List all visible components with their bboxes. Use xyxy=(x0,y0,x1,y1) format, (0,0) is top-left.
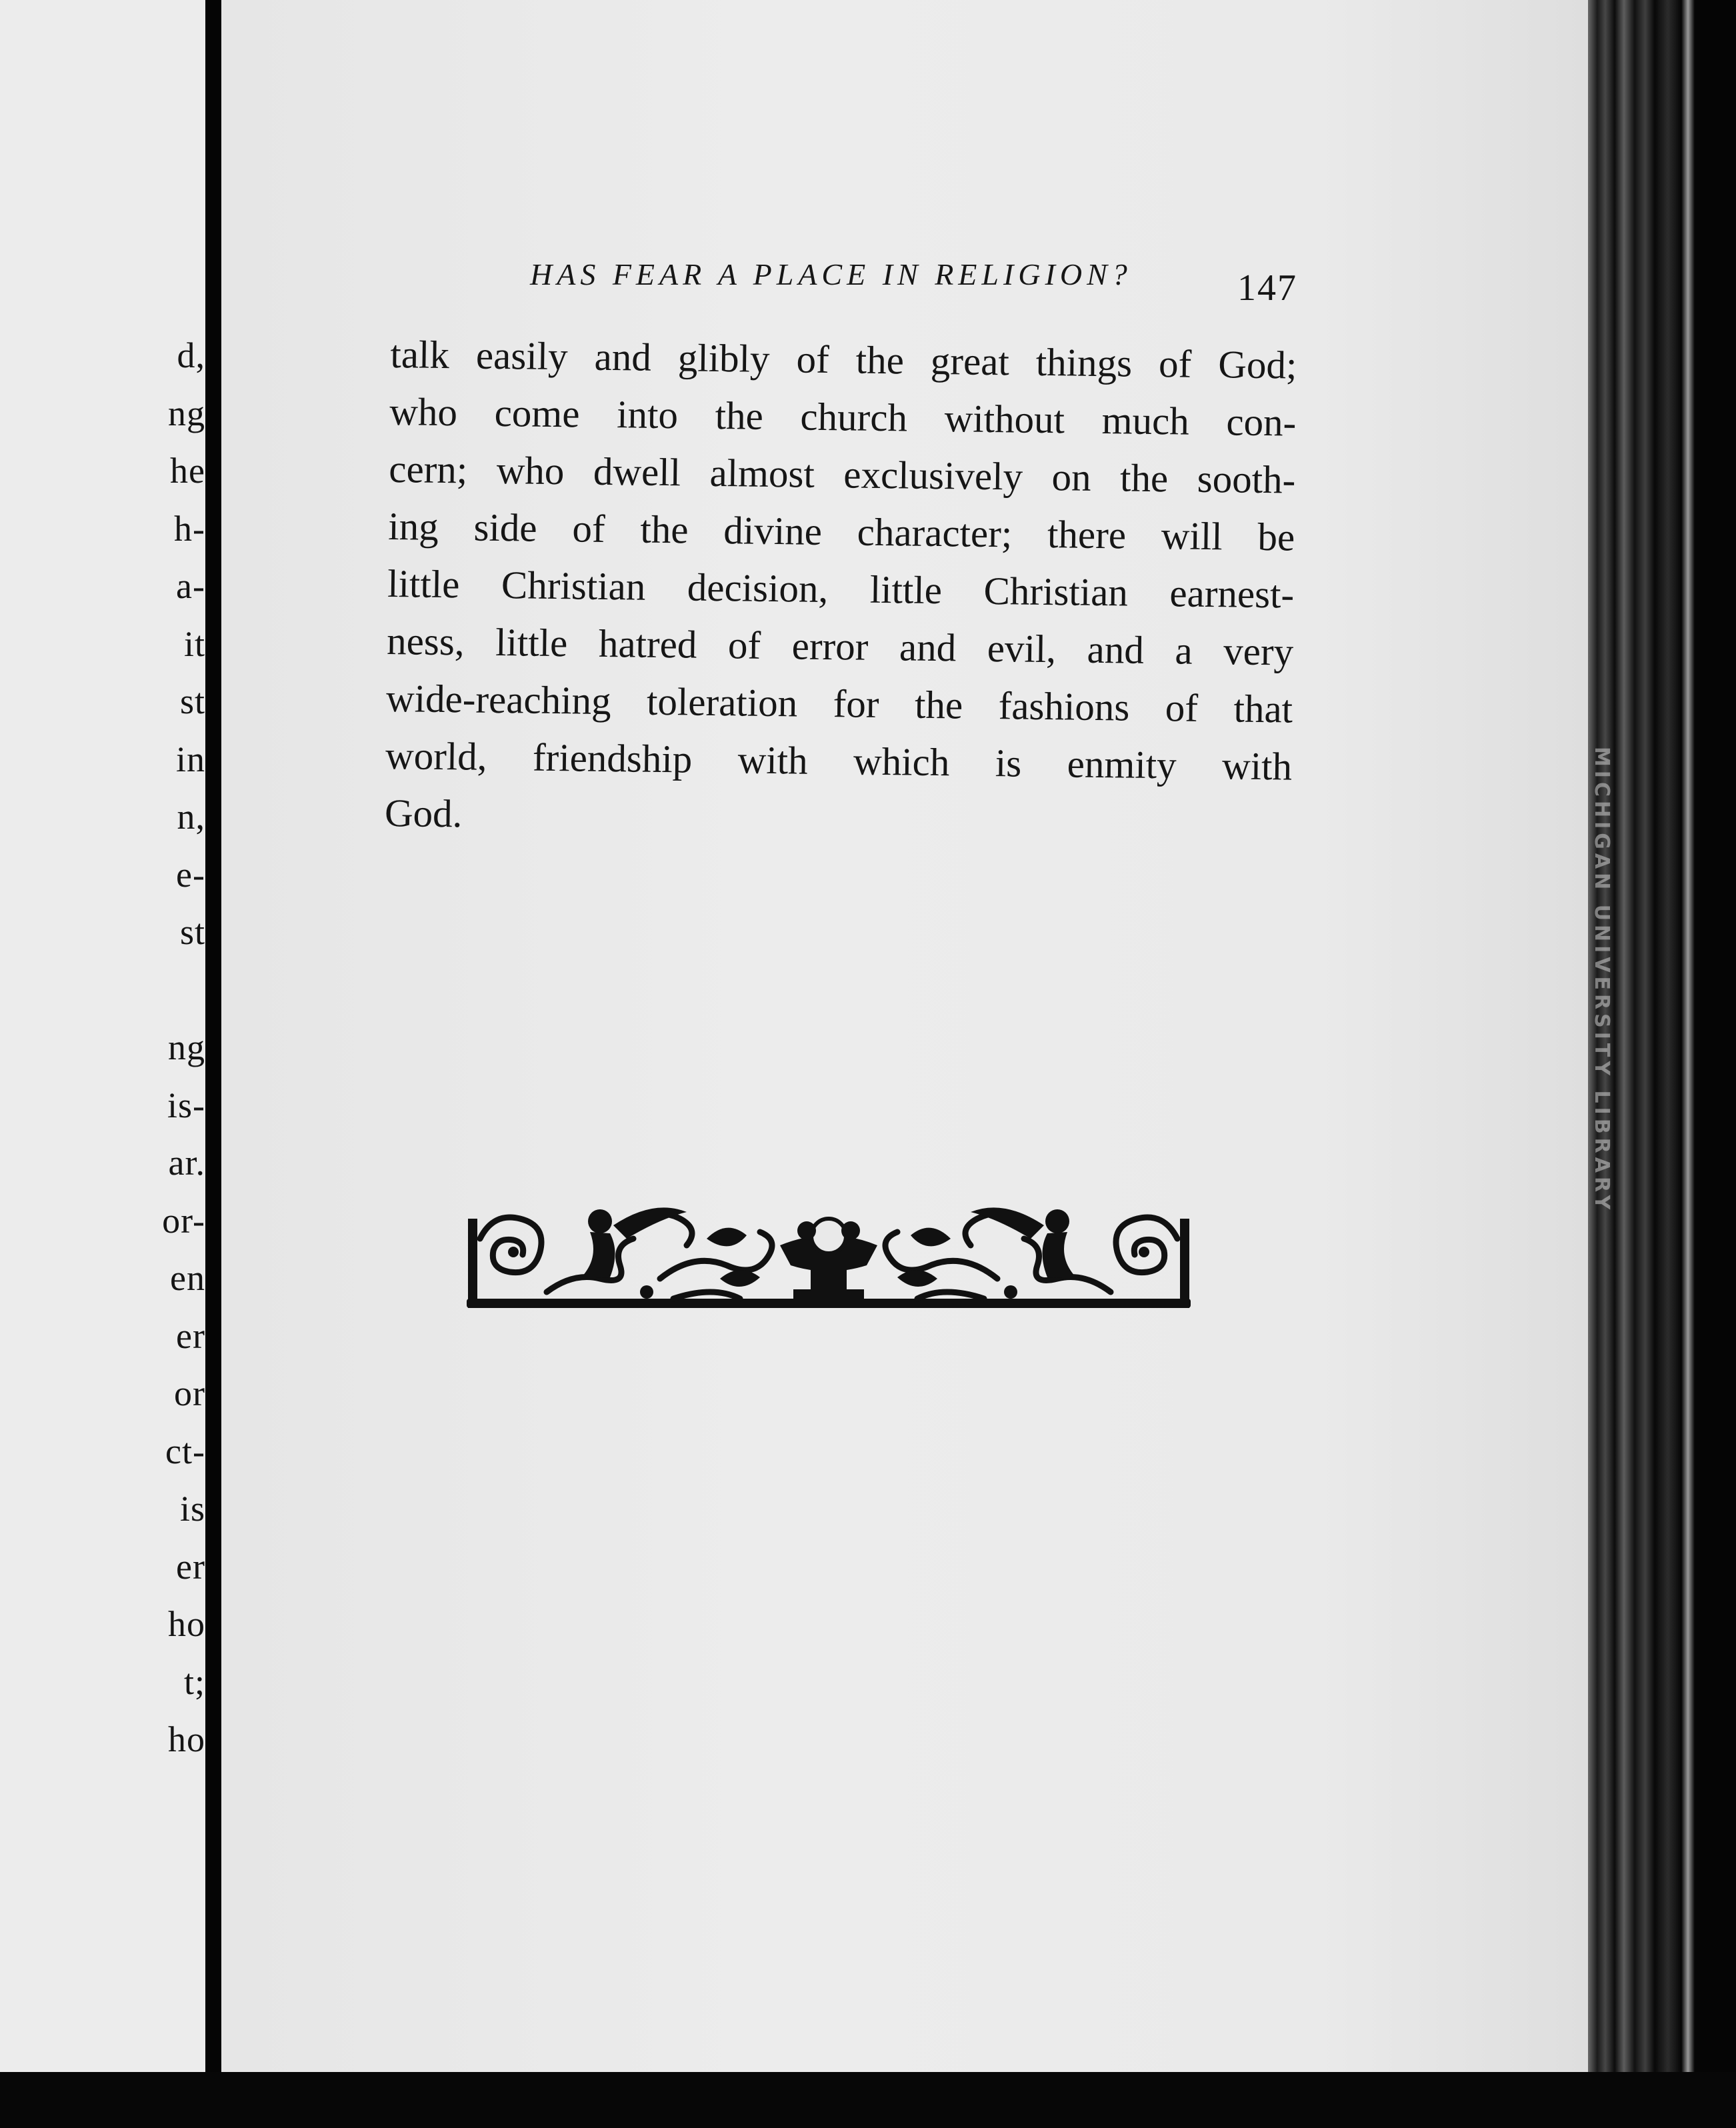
left-page-line-fragment: t; xyxy=(183,1661,205,1702)
left-page-line-fragment: st xyxy=(179,912,205,952)
left-page-line-fragment: he xyxy=(170,451,205,491)
right-page xyxy=(221,0,1588,2128)
left-page-line-fragment: d, xyxy=(177,335,205,375)
left-page-line-fragment: ct- xyxy=(165,1431,205,1471)
left-page-line-fragment: in xyxy=(175,739,205,779)
page-number: 147 xyxy=(1237,267,1297,309)
left-page-line-fragment: e- xyxy=(176,854,205,895)
left-page-line-fragment: is- xyxy=(167,1085,205,1125)
left-page-line-fragment: ho xyxy=(168,1604,205,1644)
left-page-line-fragment: ng xyxy=(168,1027,205,1067)
left-page-line-fragment: er xyxy=(176,1315,205,1356)
left-page-line-fragment: or xyxy=(174,1373,205,1413)
left-page-line-fragment: n, xyxy=(177,797,205,837)
left-page-line-fragment: ng xyxy=(168,393,205,433)
left-page-line-fragment: ho xyxy=(168,1719,205,1759)
body-text-line: little Christian decision, little Christian earnest- xyxy=(387,561,1295,617)
left-page-line-fragment: en xyxy=(170,1258,205,1298)
body-text-line: talk easily and glibly of the great things of God; xyxy=(390,331,1297,387)
left-page xyxy=(0,0,205,2128)
left-page-line-fragment: h- xyxy=(174,508,205,549)
body-text-line: God. xyxy=(384,790,463,836)
left-page-line-fragment xyxy=(72,961,205,1019)
left-page-line-fragment: ar. xyxy=(168,1143,205,1183)
running-head: HAS FEAR A PLACE IN RELIGION? xyxy=(530,257,1132,291)
library-spine-stamp: MICHIGAN UNIVERSITY LIBRARY xyxy=(1590,747,1613,1214)
left-page-line-fragment: a- xyxy=(176,566,205,606)
body-text xyxy=(385,325,1297,853)
left-page-line-fragment: is xyxy=(179,1489,205,1529)
bottom-shadow xyxy=(0,2072,1736,2128)
body-text-line: cern; who dwell almost exclusively on the sooth- xyxy=(388,446,1296,502)
left-page-line-fragment: er xyxy=(176,1546,205,1587)
left-page-line-fragment: st xyxy=(179,681,205,721)
decorative-tailpiece-ornament xyxy=(467,1199,1191,1316)
left-page-line-fragment: it xyxy=(183,623,205,664)
left-page-line-fragments xyxy=(72,327,205,1769)
body-text-line: ing side of the divine character; there will be xyxy=(387,503,1295,559)
body-text-line: world, friendship with which is enmity with xyxy=(385,733,1293,789)
body-text-line: wide-reaching toleration for the fashions of that xyxy=(385,675,1293,731)
book-gutter xyxy=(205,0,221,2128)
body-text-line: ness, little hatred of error and evil, and a very xyxy=(386,618,1294,674)
left-page-line-fragment: or- xyxy=(162,1200,205,1241)
body-text-line: who come into the church without much con- xyxy=(389,389,1297,445)
